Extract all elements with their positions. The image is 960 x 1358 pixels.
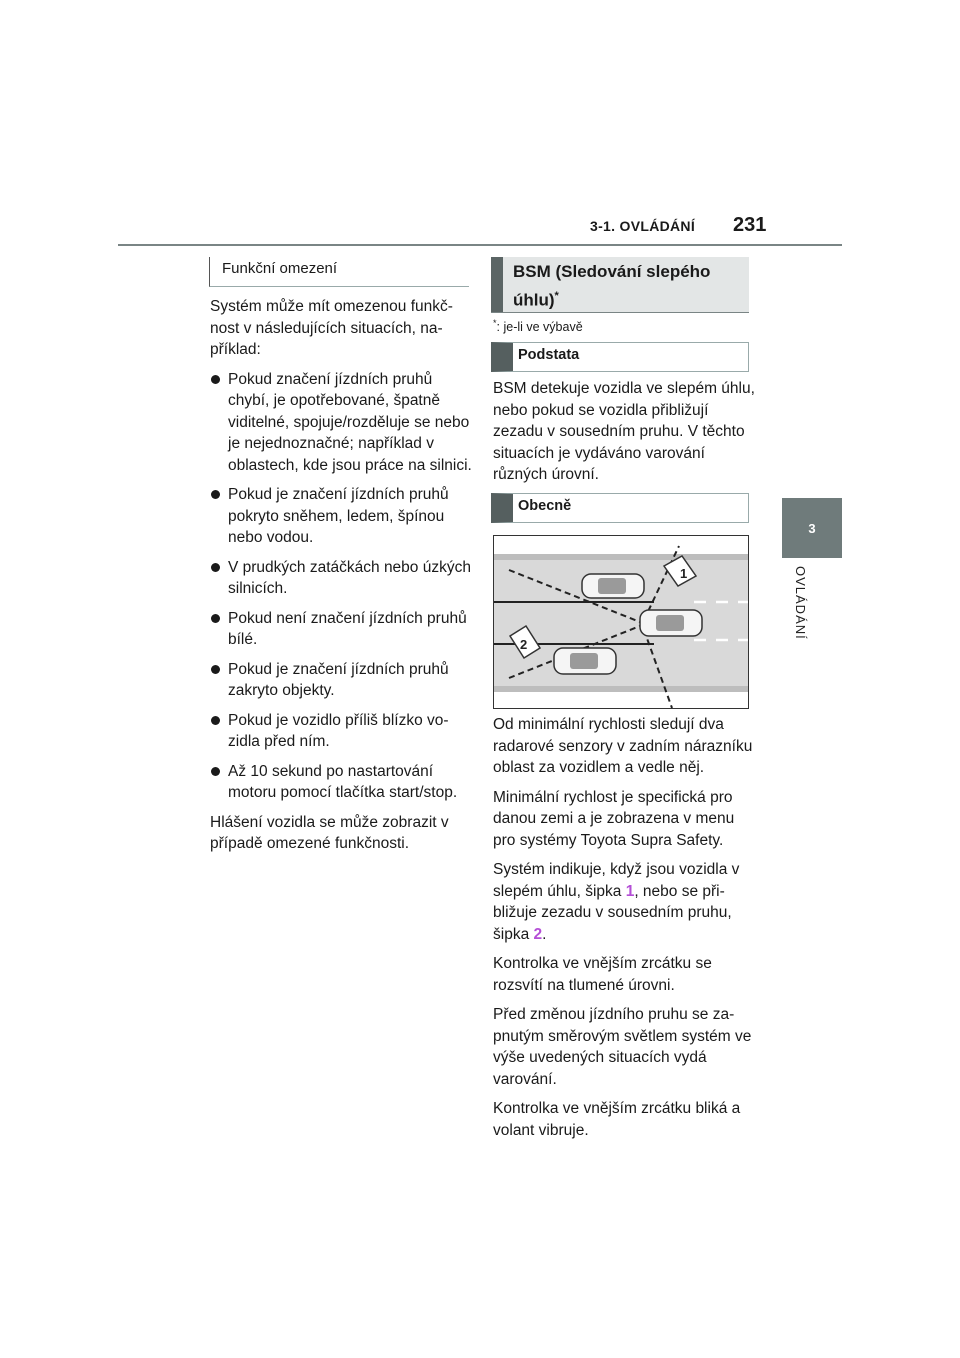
list-item: Pokud značení jízdních pruhů chybí, je opotřebované, špatně viditelné, spojuje/rozděluje se nebo je nejednoznačné; například v oblastech, kde jsou práce na silnici. [210, 369, 472, 477]
header-divider [118, 244, 842, 246]
bsm-section-title [491, 257, 749, 313]
paragraph: Před změnou jízdního pruhu se zapnutým směrovým světlem systém ve výše uvedených situacích vydá varování. [493, 1006, 752, 1088]
paragraph: Od minimální rychlosti sledují dva radarové senzory v zadním nárazníku oblast za vozidlem a vedle něj. [493, 716, 753, 776]
list-item: V prudkých zatáčkách nebo úzkých silnicích. [210, 557, 472, 600]
heading-podstata: Podstata [491, 342, 749, 372]
car-icon [554, 648, 616, 674]
bsm-title-text: BSM (Sledování slepého úhlu) [513, 262, 711, 310]
heading-obecne: Obecně [491, 493, 749, 523]
bsm-title-mark: * [554, 290, 559, 302]
podstata-text [493, 378, 755, 494]
chapter-tab: 3 [782, 498, 842, 558]
text-run: Systém indikuje, když jsou vozidla v slepém úhlu, šipka [493, 861, 740, 900]
chapter-label: OVLÁDÁNÍ [793, 566, 808, 640]
podstata-paragraph: BSM detekuje vozidla ve slepém úhlu, nebo pokud se vozidla přibližují zezadu v sousedním pruhu. V těchto situacích je vydáváno varování různých úrovní. [493, 380, 755, 483]
arrow-label-2: 2 [520, 637, 528, 652]
text-run: . [542, 925, 547, 943]
list-item: Pokud není značení jízdních pruhů bílé. [210, 608, 472, 651]
obecne-text [493, 714, 755, 1149]
list-item: Pokud je značení jízdních pruhů zakryto objekty. [210, 659, 472, 702]
section-title: 3-1. OVLÁDÁNÍ [590, 218, 696, 234]
outro-paragraph: Hlášení vozidla se může zobrazit v případě omezené funkčnosti. [210, 813, 449, 852]
paragraph: Kontrolka ve vnějším zrcátku bliká a volant vibruje. [493, 1100, 741, 1139]
footnote-text: : je-li ve výbavě [496, 320, 583, 335]
intro-paragraph: Systém může mít omezenou funkčnost v následujících situacích, například: [210, 298, 453, 358]
list-item: Pokud je vozidlo příliš blízko vozidla před ním. [210, 710, 472, 753]
subheading-funkcni-omezeni: Funkční omezení [209, 257, 469, 287]
road-diagram [494, 536, 748, 708]
arrow-label-1: 1 [680, 566, 688, 581]
page-number: 231 [733, 214, 767, 236]
list-item: Pokud je značení jízdních pruhů pokryto sněhem, ledem, špínou nebo vodou. [210, 484, 472, 549]
section-divider [491, 312, 749, 313]
text-run: , nebo se přibližuje zezadu v sousedním pruhu, šipka [493, 882, 732, 943]
paragraph: Kontrolka ve vnějším zrcátku se rozsvítí na tlumené úrovni. [493, 955, 712, 994]
limitations-list [210, 369, 472, 804]
car-icon [582, 574, 644, 598]
paragraph-arrows [493, 859, 755, 945]
car-icon [640, 610, 702, 636]
paragraph: Minimální rychlost je specifická pro danou zemi a je zobrazena v menu pro systémy Toyota Supra Safety. [493, 788, 735, 849]
arrow-ref-1: 1 [625, 882, 635, 900]
footnote [493, 318, 583, 334]
arrow-ref-2: 2 [533, 925, 543, 943]
left-column [210, 296, 472, 863]
list-item: Až 10 sekund po nastartování motoru pomocí tlačítka start/stop. [210, 761, 472, 804]
bsm-illustration [493, 535, 749, 709]
footnote-mark: * [493, 318, 497, 328]
